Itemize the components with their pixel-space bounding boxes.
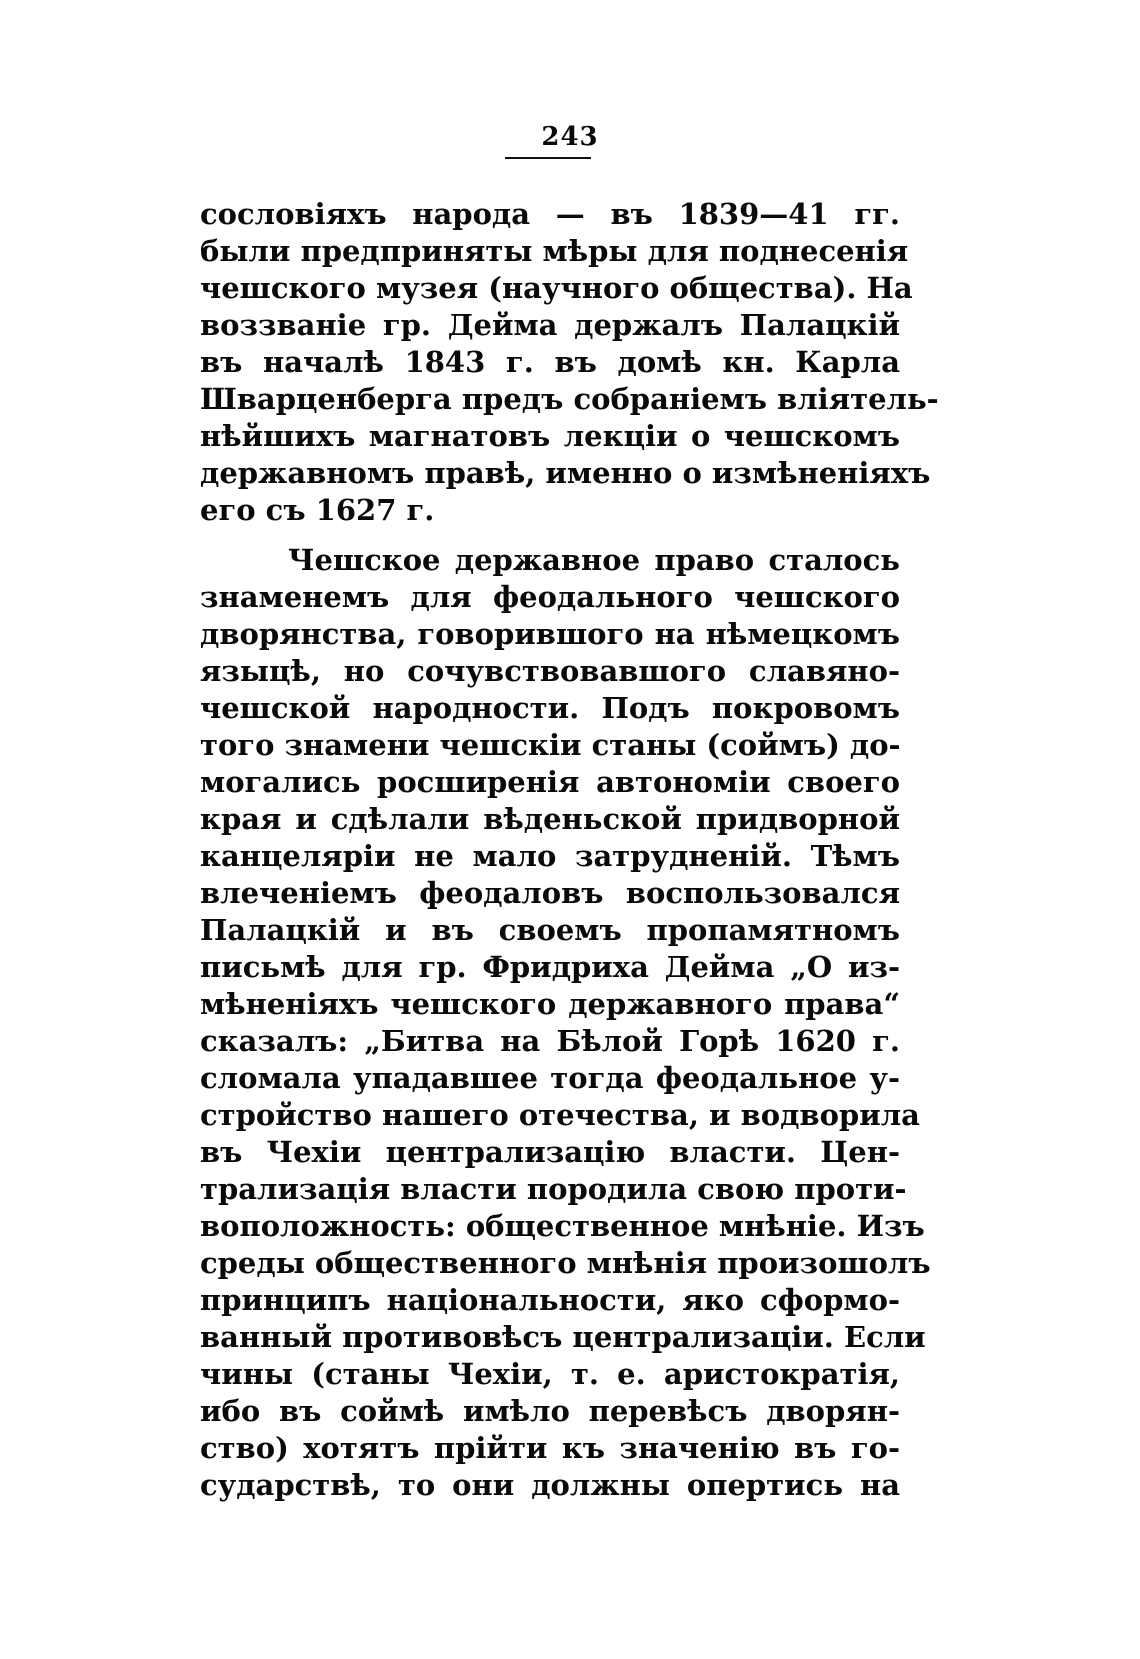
text-line: воположность: общественное мнѣніе. Изъ (200, 1209, 925, 1243)
text-line: мѣненіяхъ чешского державного права“ (200, 987, 900, 1021)
text-line: могались росширенія автономіи своего (200, 765, 900, 799)
text-line: въ Чехіи централизацію власти. Цен- (200, 1135, 900, 1169)
text-line: края и сдѣлали вѣденьской придворной (200, 802, 900, 836)
text-line: письмѣ для гр. Фридриха Дейма „О из- (200, 950, 900, 984)
text-line: дворянства, говорившого на нѣмецкомъ (200, 617, 900, 651)
text-line: чешской народности. Подъ покровомъ (200, 691, 900, 725)
text-line: знаменемъ для феодального чешского (200, 580, 900, 614)
text-line: Палацкій и въ своемъ пропамятномъ (200, 913, 900, 947)
text-line: сословіяхъ народа — въ 1839—41 гг. (200, 197, 900, 231)
text-line: сказалъ: „Битва на Бѣлой Горѣ 1620 г. (200, 1024, 900, 1058)
text-line: Шварценберга предъ собраніемъ вліятель- (200, 382, 939, 416)
text-line: въ началѣ 1843 г. въ домѣ кн. Карла (200, 345, 900, 379)
text-line: чешского музея (научного общества). На (200, 271, 913, 305)
text-line: державномъ правѣ, именно о измѣненіяхъ (200, 456, 931, 490)
text-line: того знамени чешскіи станы (соймъ) до- (200, 728, 901, 762)
page-number: 243 (541, 122, 599, 152)
text-line: ство) хотятъ прійти къ значенію въ го- (200, 1431, 900, 1465)
paragraph-1 (200, 196, 939, 529)
text-line: канцеляріи не мало затрудненій. Тѣмъ (200, 839, 900, 873)
text-line: языцѣ, но сочувствовавшого славяно- (200, 654, 900, 688)
text-line: трализація власти породила свою проти- (200, 1172, 907, 1206)
text-line: влеченіемъ феодаловъ воспользовался (200, 876, 900, 910)
text-line: ибо въ соймѣ имѣло перевѣсъ дворян- (200, 1394, 900, 1428)
text-line: ванный противовѣсъ централизаціи. Если (200, 1320, 926, 1354)
paragraph-2 (200, 542, 931, 1504)
text-line: нѣйшихъ магнатовъ лекціи о чешскомъ (200, 419, 900, 453)
page-number-rule (505, 157, 591, 159)
text-line: сломала упадавшее тогда феодальное у- (200, 1061, 900, 1095)
text-line: Чешское державное право сталось (288, 543, 900, 577)
text-line: среды общественного мнѣнія произошолъ (200, 1246, 931, 1280)
text-line: воззваніе гр. Дейма держалъ Палацкій (200, 308, 900, 342)
text-line: его съ 1627 г. (200, 493, 435, 527)
text-line: принципъ національности, яко сформо- (200, 1283, 900, 1317)
text-line: сударствѣ, то они должны опертись на (200, 1468, 900, 1502)
text-line: чины (станы Чехіи, т. е. аристократія, (200, 1357, 900, 1391)
text-line: стройство нашего отечества, и водворила (200, 1098, 920, 1132)
text-line: были предприняты мѣры для поднесенія (200, 234, 909, 268)
